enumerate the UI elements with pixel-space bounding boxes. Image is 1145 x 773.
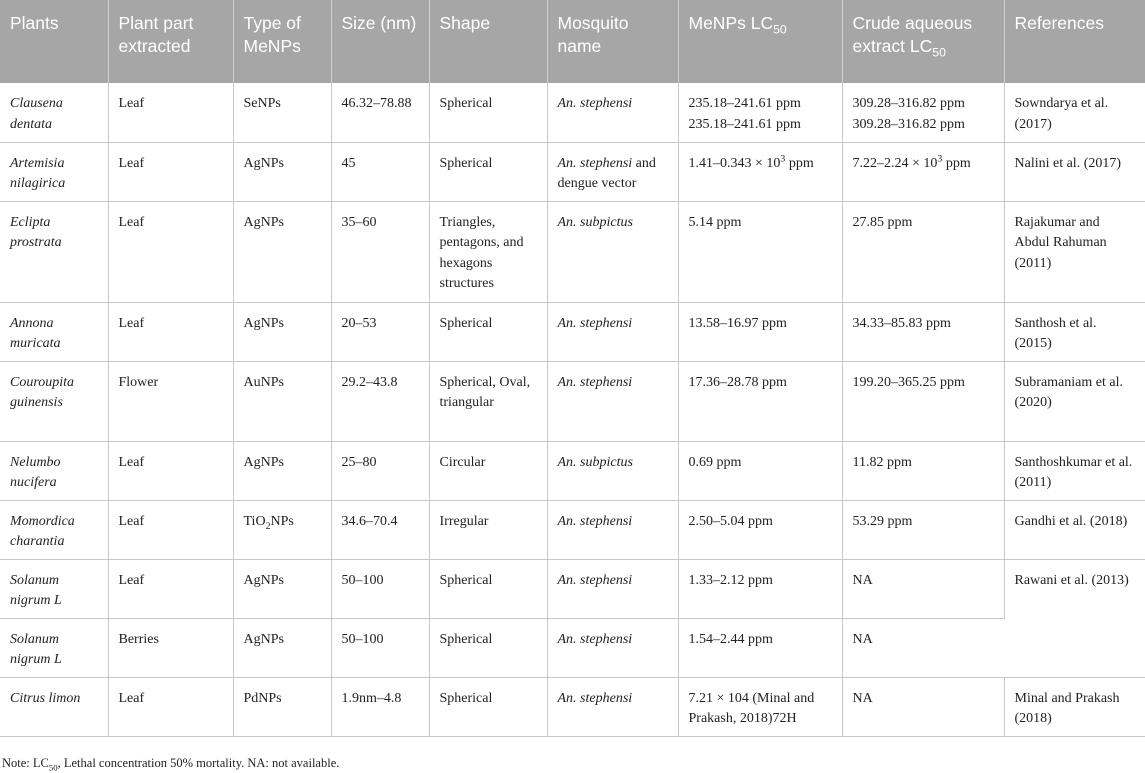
cell-crude: 309.28–316.82 ppm 309.28–316.82 ppm [842, 83, 1004, 142]
header-shape: Shape [429, 0, 547, 83]
cell-crude: 11.82 ppm [842, 441, 1004, 500]
cell-size: 35–60 [331, 201, 429, 302]
cell-plant: Solanum nigrum L [0, 618, 108, 677]
table-row [0, 302, 1145, 361]
header-mosquito: Mosquito name [547, 0, 678, 83]
cell-plant: Solanum nigrum L [0, 559, 108, 618]
cell-type: AgNPs [233, 142, 331, 201]
table-row [0, 83, 1145, 142]
header-plant-part: Plant part extracted [108, 0, 233, 83]
cell-menps: 1.54–2.44 ppm [678, 618, 842, 677]
cell-ref: Rajakumar and Abdul Rahuman (2011) [1004, 201, 1145, 302]
cell-shape: Spherical [429, 618, 547, 677]
cell-size: 50–100 [331, 618, 429, 677]
cell-menps: $1.41-0.343 \times 10^3$ ppm [678, 142, 842, 201]
cell-shape: Spherical [429, 677, 547, 736]
cell-plant: Couroupita guinensis [0, 361, 108, 441]
cell-menps: 1.33–2.12 ppm [678, 559, 842, 618]
cell-mosquito: An. stephensi [547, 559, 678, 618]
cell-mosquito: An. subpictus [547, 441, 678, 500]
cell-part: Leaf [108, 142, 233, 201]
cell-size: 1.9nm–4.8 [331, 677, 429, 736]
cell-mosquito: An. stephensi [547, 83, 678, 142]
cell-crude: 27.85 ppm [842, 201, 1004, 302]
cell-type: PdNPs [233, 677, 331, 736]
cell-ref: Gandhi et al. (2018) [1004, 500, 1145, 559]
cell-ref: Santhoshkumar et al. (2011) [1004, 441, 1145, 500]
cell-menps: 17.36–28.78 ppm [678, 361, 842, 441]
cell-type: TiO$_2$NPs [233, 500, 331, 559]
cell-crude: 34.33–85.83 ppm [842, 302, 1004, 361]
cell-menps: 5.14 ppm [678, 201, 842, 302]
header-menps-lc50: MeNPs $LC_{50}$ [678, 0, 842, 83]
cell-part: Berries [108, 618, 233, 677]
cell-mosquito: An. stephensi [547, 500, 678, 559]
cell-plant: Citrus limon [0, 677, 108, 736]
cell-type: AgNPs [233, 618, 331, 677]
cell-type: AgNPs [233, 559, 331, 618]
cell-mosquito: An. subpictus [547, 201, 678, 302]
cell-crude: NA [842, 559, 1004, 618]
header-plants: Plants [0, 0, 108, 83]
cell-size: 29.2–43.8 [331, 361, 429, 441]
table-row [0, 559, 1145, 618]
cell-ref: Rawani et al. (2013) [1004, 559, 1145, 677]
cell-mosquito: An. stephensi [547, 677, 678, 736]
cell-shape: Spherical [429, 559, 547, 618]
cell-menps: 13.58–16.97 ppm [678, 302, 842, 361]
cell-shape: Circular [429, 441, 547, 500]
cell-mosquito: An. stephensi [547, 618, 678, 677]
cell-part: Leaf [108, 500, 233, 559]
cell-shape: Spherical [429, 142, 547, 201]
cell-plant: Annona muricata [0, 302, 108, 361]
cell-shape: Spherical, Oval, triangular [429, 361, 547, 441]
cell-mosquito: An. stephensi and dengue vector [547, 142, 678, 201]
cell-crude: NA [842, 618, 1004, 677]
table-row [0, 500, 1145, 559]
table-row [0, 618, 1145, 677]
cell-mosquito: An. stephensi [547, 361, 678, 441]
cell-plant: Momordica charantia [0, 500, 108, 559]
table-note: Note: $LC_{50}$, Lethal concentration 50% mortality. NA: not available. [2, 756, 340, 773]
cell-ref: Minal and Prakash (2018) [1004, 677, 1145, 736]
cell-shape: Triangles, pentagons, and hexagons structures [429, 201, 547, 302]
cell-type: AgNPs [233, 441, 331, 500]
cell-ref: Nalini et al. (2017) [1004, 142, 1145, 201]
cell-ref: Subramaniam et al. (2020) [1004, 361, 1145, 441]
cell-crude: 53.29 ppm [842, 500, 1004, 559]
cell-menps: 0.69 ppm [678, 441, 842, 500]
cell-type: AgNPs [233, 302, 331, 361]
cell-part: Leaf [108, 677, 233, 736]
cell-type: SeNPs [233, 83, 331, 142]
table-row [0, 201, 1145, 302]
cell-shape: Irregular [429, 500, 547, 559]
cell-menps: 235.18–241.61 ppm 235.18–241.61 ppm [678, 83, 842, 142]
cell-mosquito: An. stephensi [547, 302, 678, 361]
cell-ref: Sowndarya et al. (2017) [1004, 83, 1145, 142]
cell-part: Leaf [108, 441, 233, 500]
cell-size: 45 [331, 142, 429, 201]
table-row [0, 677, 1145, 736]
cell-shape: Spherical [429, 83, 547, 142]
cell-size: 25–80 [331, 441, 429, 500]
cell-part: Leaf [108, 201, 233, 302]
cell-crude: 199.20–365.25 ppm [842, 361, 1004, 441]
table-row [0, 361, 1145, 441]
cell-part: Flower [108, 361, 233, 441]
cell-menps: 2.50–5.04 ppm [678, 500, 842, 559]
cell-crude: NA [842, 677, 1004, 736]
cell-size: 50–100 [331, 559, 429, 618]
header-type: Type of MeNPs [233, 0, 331, 83]
cell-size: 34.6–70.4 [331, 500, 429, 559]
cell-size: 46.32–78.88 [331, 83, 429, 142]
cell-type: AgNPs [233, 201, 331, 302]
cell-menps: 7.21 × 104 (Minal and Prakash, 2018)72H [678, 677, 842, 736]
cell-part: Leaf [108, 559, 233, 618]
table-row [0, 142, 1145, 201]
cell-part: Leaf [108, 302, 233, 361]
cell-size: 20–53 [331, 302, 429, 361]
table-row [0, 441, 1145, 500]
header-row [0, 0, 1145, 83]
cell-ref: Santhosh et al. (2015) [1004, 302, 1145, 361]
header-size: Size (nm) [331, 0, 429, 83]
cell-plant: Nelumbo nucifera [0, 441, 108, 500]
cell-plant: Clausena dentata [0, 83, 108, 142]
cell-plant: Eclipta prostrata [0, 201, 108, 302]
cell-crude: $7.22-2.24 \times 10^3$ ppm [842, 142, 1004, 201]
cell-shape: Spherical [429, 302, 547, 361]
cell-part: Leaf [108, 83, 233, 142]
cell-type: AuNPs [233, 361, 331, 441]
header-crude-lc50: Crude aqueous extract $LC_{50}$ [842, 0, 1004, 83]
cell-plant: Artemisia nilagirica [0, 142, 108, 201]
header-references: References [1004, 0, 1145, 83]
